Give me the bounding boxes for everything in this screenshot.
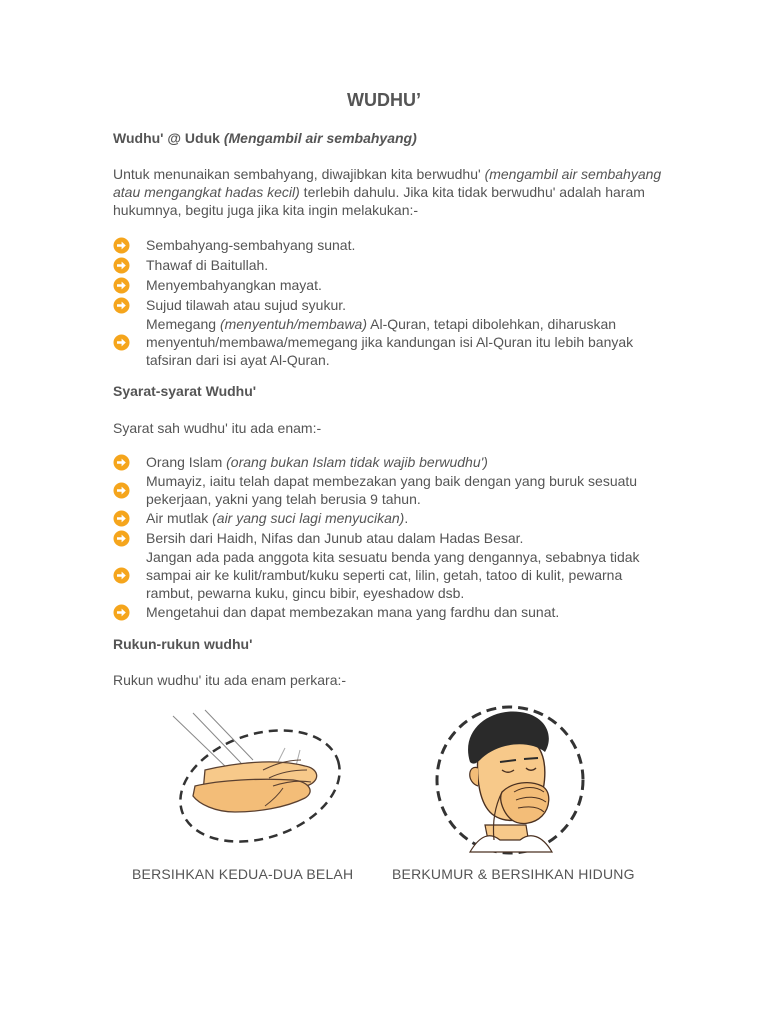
section-heading-syarat: Syarat-syarat Wudhu' — [113, 383, 257, 399]
arrow-circle-icon — [113, 510, 130, 527]
intro-paragraph — [113, 165, 673, 219]
para-text: Untuk menunaikan sembahyang, diwajibkan kita berwudhu' — [113, 166, 485, 182]
washing-hands-illustration — [165, 708, 355, 848]
section-heading-wudhu — [113, 130, 417, 146]
arrow-circle-icon — [113, 257, 130, 274]
arrow-circle-icon — [113, 334, 130, 351]
arrow-circle-icon — [113, 297, 130, 314]
list-item — [113, 255, 673, 275]
list-item-text: Menyembahyangkan mayat. — [146, 277, 322, 293]
list-item-text: Thawaf di Baitullah. — [146, 257, 269, 273]
rukun-intro: Rukun wudhu' itu ada enam perkara:- — [113, 672, 347, 688]
arrow-circle-icon — [113, 567, 130, 584]
rinsing-mouth-illustration — [430, 700, 590, 860]
heading-italic-text: (Mengambil air sembahyang) — [223, 130, 417, 146]
list-item — [113, 548, 673, 602]
list-item — [113, 508, 673, 528]
caption-wash-hands: BERSIHKAN KEDUA-DUA BELAH — [132, 866, 354, 882]
list-item-text: Memegang (menyentuh/membawa) Al-Quran, tetapi dibolehkan, diharuskan menyentuh/membawa/memegang jika kandungan isi Al-Quran itu lebih banyak tafsiran dari isi ayat Al-Quran. — [146, 316, 634, 368]
arrow-circle-icon — [113, 604, 130, 621]
list-item — [113, 235, 673, 255]
list-item — [113, 452, 673, 472]
wudhu-required-list — [113, 235, 673, 369]
list-item-text: Air mutlak (air yang suci lagi menyucikan). — [146, 510, 409, 526]
arrow-circle-icon — [113, 454, 130, 471]
list-item-text: Mengetahui dan dapat membezakan mana yang fardhu dan sunat. — [146, 604, 560, 620]
syarat-list — [113, 452, 673, 622]
caption-rinse-mouth: BERKUMUR & BERSIHKAN HIDUNG — [392, 866, 635, 882]
heading-text: Wudhu' @ Uduk — [113, 130, 224, 146]
list-item — [113, 315, 673, 369]
list-item — [113, 528, 673, 548]
arrow-circle-icon — [113, 277, 130, 294]
list-item-text: Mumayiz, iaitu telah dapat membezakan yang baik dengan yang buruk sesuatu pekerjaan, yakni yang telah berusia 9 tahun. — [146, 473, 638, 507]
list-item — [113, 602, 673, 622]
list-item-text: Sujud tilawah atau sujud syukur. — [146, 297, 347, 313]
list-item — [113, 472, 673, 508]
list-item — [113, 275, 673, 295]
para-italic-text: (mengambil air sembahyang atau mengangkat hadas kecil) — [113, 166, 662, 200]
arrow-circle-icon — [113, 237, 130, 254]
list-item-text: Orang Islam (orang bukan Islam tidak wajib berwudhu') — [146, 454, 488, 470]
para-text: terlebih dahulu. Jika kita tidak berwudhu' adalah haram hukumnya, begitu juga jika kita ingin melakukan:- — [113, 184, 645, 218]
section-heading-rukun: Rukun-rukun wudhu' — [113, 636, 253, 652]
list-item — [113, 295, 673, 315]
list-item-text: Jangan ada pada anggota kita sesuatu benda yang dengannya, sebabnya tidak sampai air ke kulit/rambut/kuku seperti cat, lilin, getah, tatoo di kulit, pewarna rambut, pewarna kuku, gincu bibir, eyeshadow dsb. — [146, 549, 640, 601]
list-item-text: Bersih dari Haidh, Nifas dan Junub atau dalam Hadas Besar. — [146, 530, 524, 546]
list-item-text: Sembahyang-sembahyang sunat. — [146, 237, 356, 253]
syarat-intro: Syarat sah wudhu' itu ada enam:- — [113, 420, 322, 436]
page-title: WUDHU’ — [347, 90, 421, 110]
arrow-circle-icon — [113, 530, 130, 547]
arrow-circle-icon — [113, 482, 130, 499]
